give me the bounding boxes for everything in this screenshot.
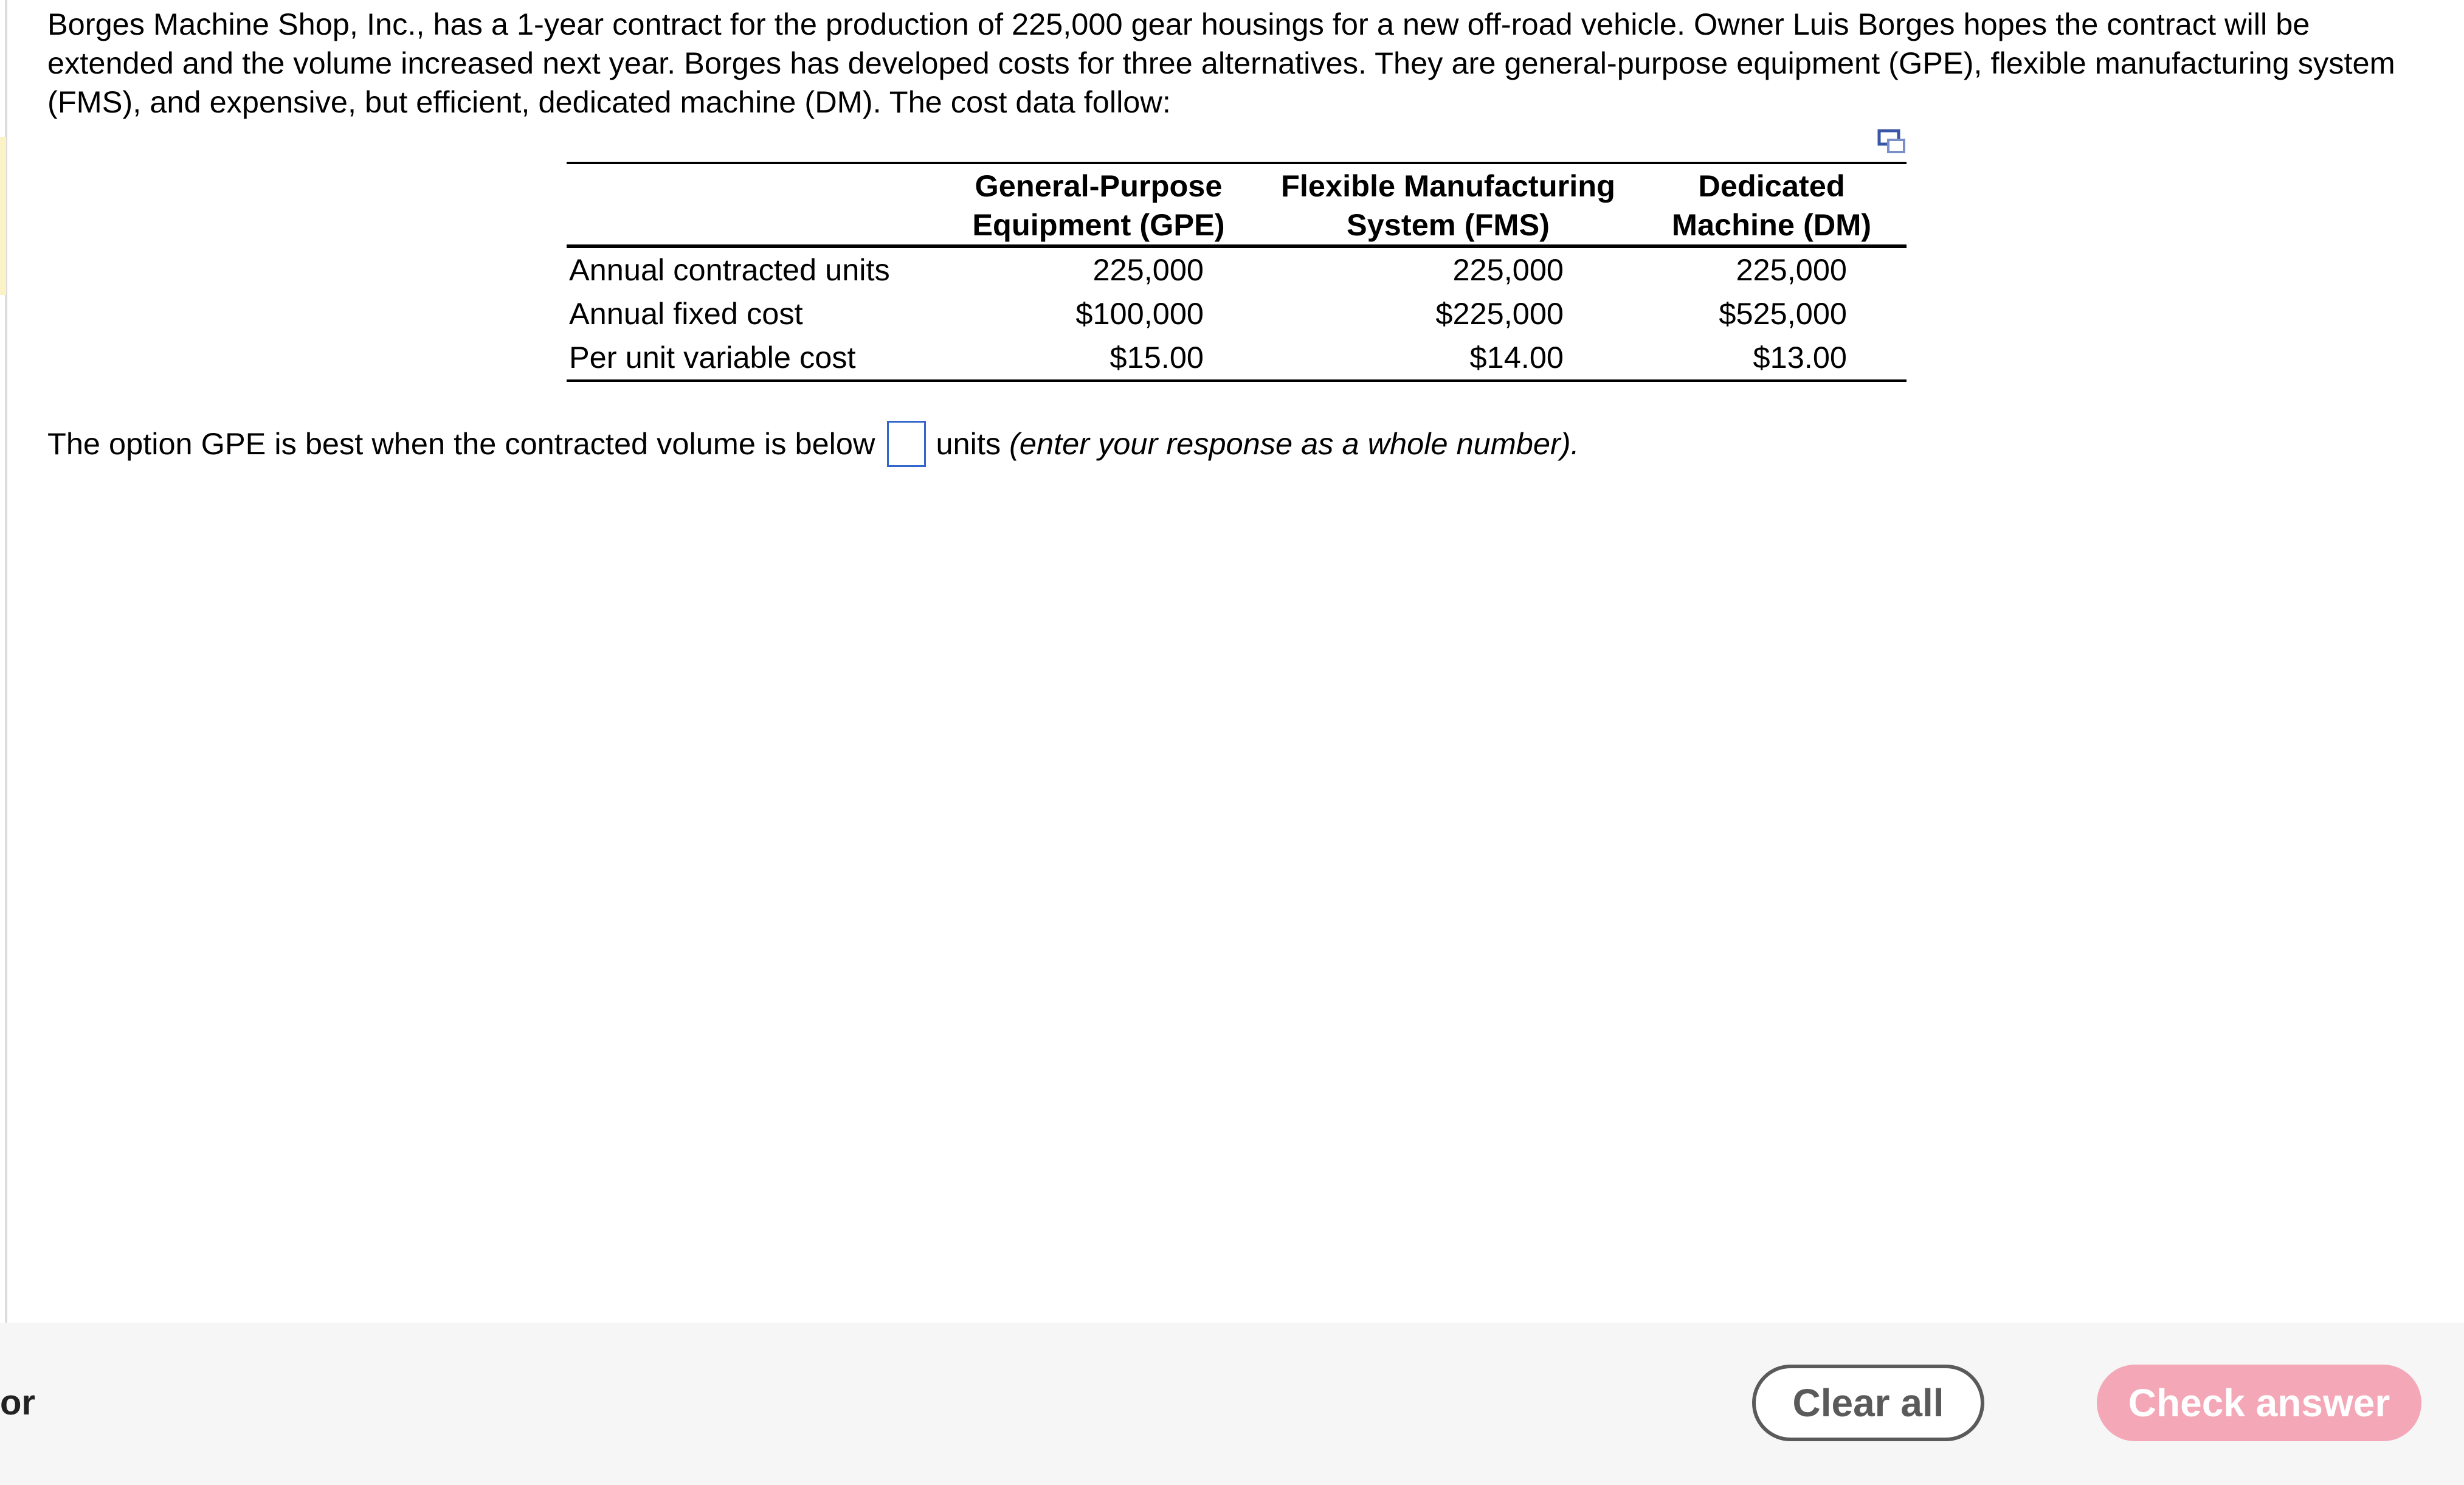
question-text: The option GPE is best when the contracted volume is below xyxy=(47,426,875,461)
left-highlight-marker xyxy=(0,137,6,295)
cell-fms: $14.00 xyxy=(1469,340,1564,375)
expand-table-icon[interactable] xyxy=(1877,129,1907,156)
expand-icon xyxy=(1877,129,1907,156)
header-gpe-line2: Equipment (GPE) xyxy=(972,207,1225,242)
cell-fms: 225,000 xyxy=(1452,252,1564,287)
cell-fms: $225,000 xyxy=(1435,296,1564,331)
cost-data-table xyxy=(567,162,1907,382)
header-gpe xyxy=(937,163,1260,246)
problem-statement: Borges Machine Shop, Inc., has a 1-year contract for the production of 225,000 gear housings for a new off-road vehicle. Owner Luis Borges hopes the contract will be extended and the volume increased next year. Borges has developed costs for three alternatives. They are general-purpose equipment (GPE), flexible manufacturing system (FMS), and expensive, but efficient, dedicated machine (DM). The cost data follow: xyxy=(47,7,2395,119)
header-dm xyxy=(1637,163,1907,246)
row-label: Annual contracted units xyxy=(569,252,890,287)
row-label: Annual fixed cost xyxy=(569,296,803,331)
cell-dm: $525,000 xyxy=(1719,296,1847,331)
instruction-text: (enter your response as a whole number). xyxy=(1009,426,1579,461)
header-fms-line1: Flexible Manufacturing xyxy=(1281,168,1615,203)
footer-left-text: or xyxy=(0,1383,35,1422)
clear-all-button[interactable]: Clear all xyxy=(1752,1365,1984,1441)
table-row xyxy=(567,292,1907,336)
check-answer-button[interactable]: Check answer xyxy=(2097,1365,2421,1441)
header-fms xyxy=(1260,163,1637,246)
table-row xyxy=(567,246,1907,292)
header-fms-line2: System (FMS) xyxy=(1347,207,1550,242)
footer-bar xyxy=(0,1323,2464,1485)
units-label: units xyxy=(936,426,1001,461)
cell-dm: 225,000 xyxy=(1736,252,1847,287)
question-line xyxy=(47,421,1579,467)
table-header-row xyxy=(567,163,1907,246)
cell-gpe: $15.00 xyxy=(1109,340,1204,375)
cell-gpe: $100,000 xyxy=(1075,296,1204,331)
row-label: Per unit variable cost xyxy=(569,340,856,375)
cell-dm: $13.00 xyxy=(1753,340,1847,375)
header-empty xyxy=(567,163,937,246)
header-gpe-line1: General-Purpose xyxy=(975,168,1223,203)
answer-input[interactable] xyxy=(887,421,926,467)
header-dm-line1: Dedicated xyxy=(1698,168,1845,203)
header-dm-line2: Machine (DM) xyxy=(1671,207,1872,242)
table-row xyxy=(567,336,1907,381)
cell-gpe: 225,000 xyxy=(1092,252,1204,287)
